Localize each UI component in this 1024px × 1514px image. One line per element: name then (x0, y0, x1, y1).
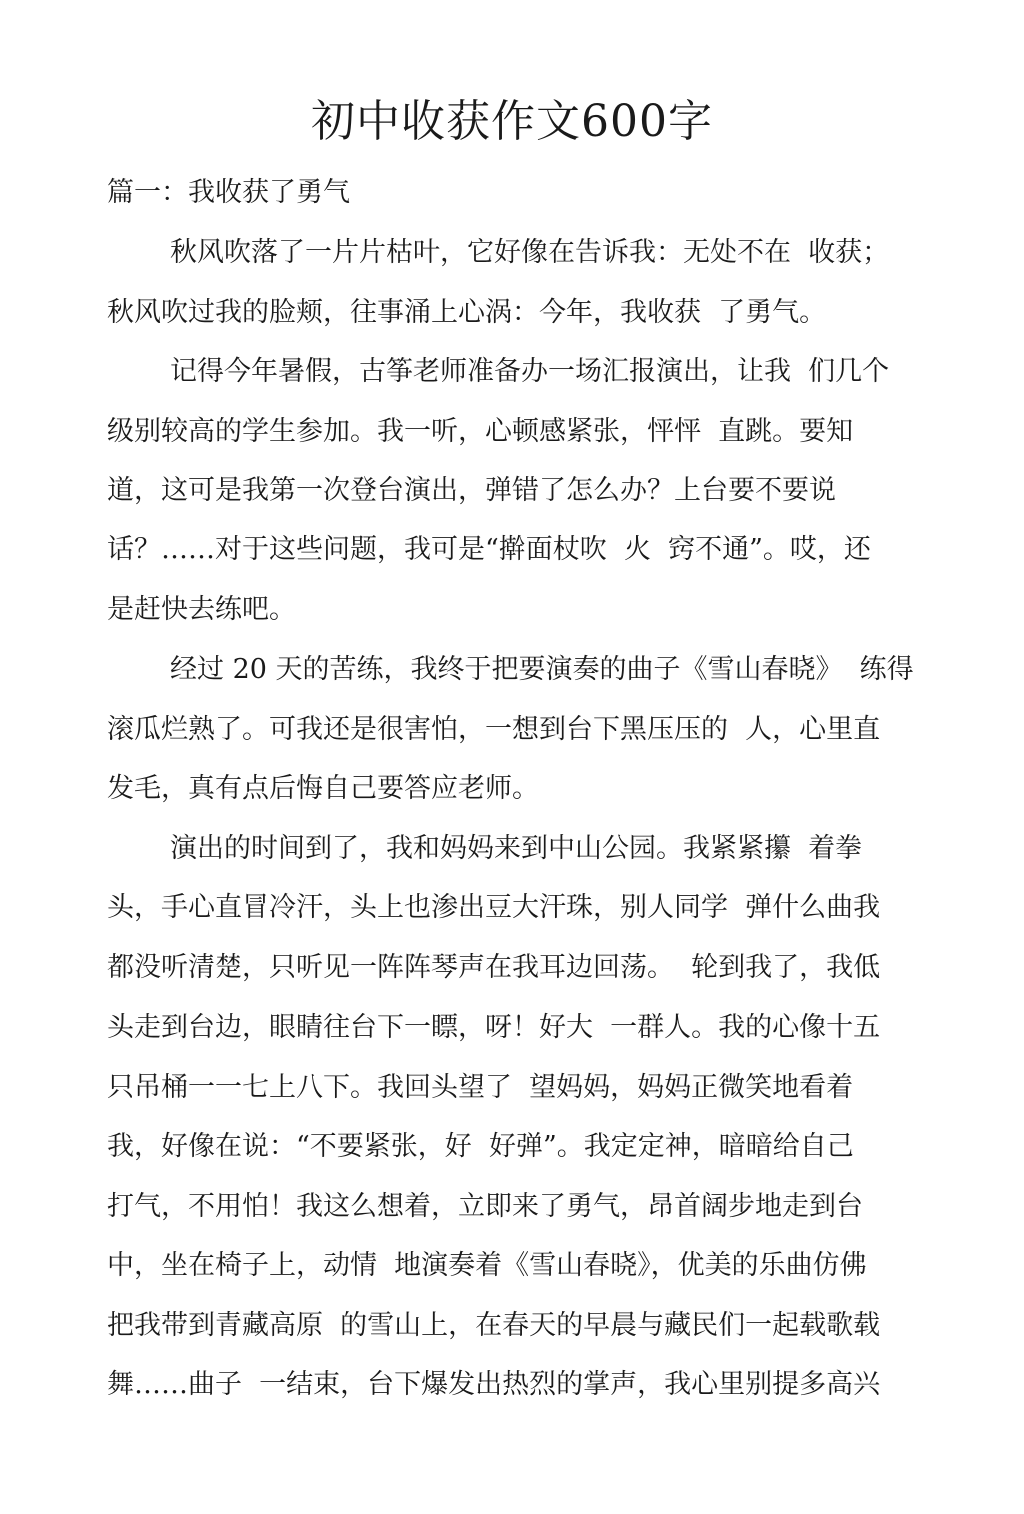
paragraph-line: 把我带到青藏高原 的雪山上，在春天的早晨与藏民们一起载歌载 (107, 1310, 881, 1341)
paragraph-line: 只吊桶一一七上八下。我回头望了 望妈妈，妈妈正微笑地看着 (107, 1072, 854, 1103)
paragraph-line: 发毛，真有点后悔自己要答应老师。 (107, 773, 539, 804)
paragraph-line: 是赶快去练吧。 (107, 594, 296, 625)
paragraph-line: 话？……对于这些问题，我可是“擀面杖吹 火 窍不通”。哎，还 (107, 534, 871, 565)
document-title: 初中收获作文600字 (311, 96, 713, 147)
paragraph-line: 头走到台边，眼睛往台下一瞟，呀！好大 一群人。我的心像十五 (107, 1012, 881, 1043)
paragraph-line: 打气，不用怕！我这么想着，立即来了勇气，昂首阔步地走到台 (107, 1191, 863, 1222)
paragraph-line: 道，这可是我第一次登台演出，弹错了怎么办？上台要不要说 (107, 475, 836, 506)
paragraph-line: 级别较高的学生参加。我一听，心顿感紧张，怦怦 直跳。要知 (107, 416, 854, 447)
paragraph-line: 头，手心直冒冷汗，头上也渗出豆大汗珠，别人同学 弹什么曲我 (107, 892, 881, 923)
paragraph-line: 都没听清楚，只听见一阵阵琴声在我耳边回荡。 轮到我了，我低 (107, 952, 881, 983)
paragraph-line: 记得今年暑假，古筝老师准备办一场汇报演出，让我 们几个 (170, 356, 890, 387)
paragraph-line: 滚瓜烂熟了。可我还是很害怕，一想到台下黑压压的 人，心里直 (107, 714, 881, 745)
paragraph-line: 中，坐在椅子上，动情 地演奏着《雪山春晓》，优美的乐曲仿佛 (107, 1250, 867, 1281)
section-heading: 篇一：我收获了勇气 (107, 177, 350, 208)
paragraph-line: 经过 20 天的苦练，我终于把要演奏的曲子《雪山春晓》 练得 (170, 654, 914, 685)
paragraph-line: 秋风吹过我的脸颊，往事涌上心涡：今年，我收获 了勇气。 (107, 297, 827, 328)
paragraph-line: 舞……曲子 一结束，台下爆发出热烈的掌声，我心里别提多高兴 (107, 1369, 881, 1400)
paragraph-line: 我，好像在说：“不要紧张，好 好弹”。我定定神，暗暗给自己 (107, 1131, 854, 1162)
paragraph-line: 秋风吹落了一片片枯叶，它好像在告诉我：无处不在 收获； (170, 237, 890, 268)
paragraph-line: 演出的时间到了，我和妈妈来到中山公园。我紧紧攥 着拳 (170, 833, 863, 864)
